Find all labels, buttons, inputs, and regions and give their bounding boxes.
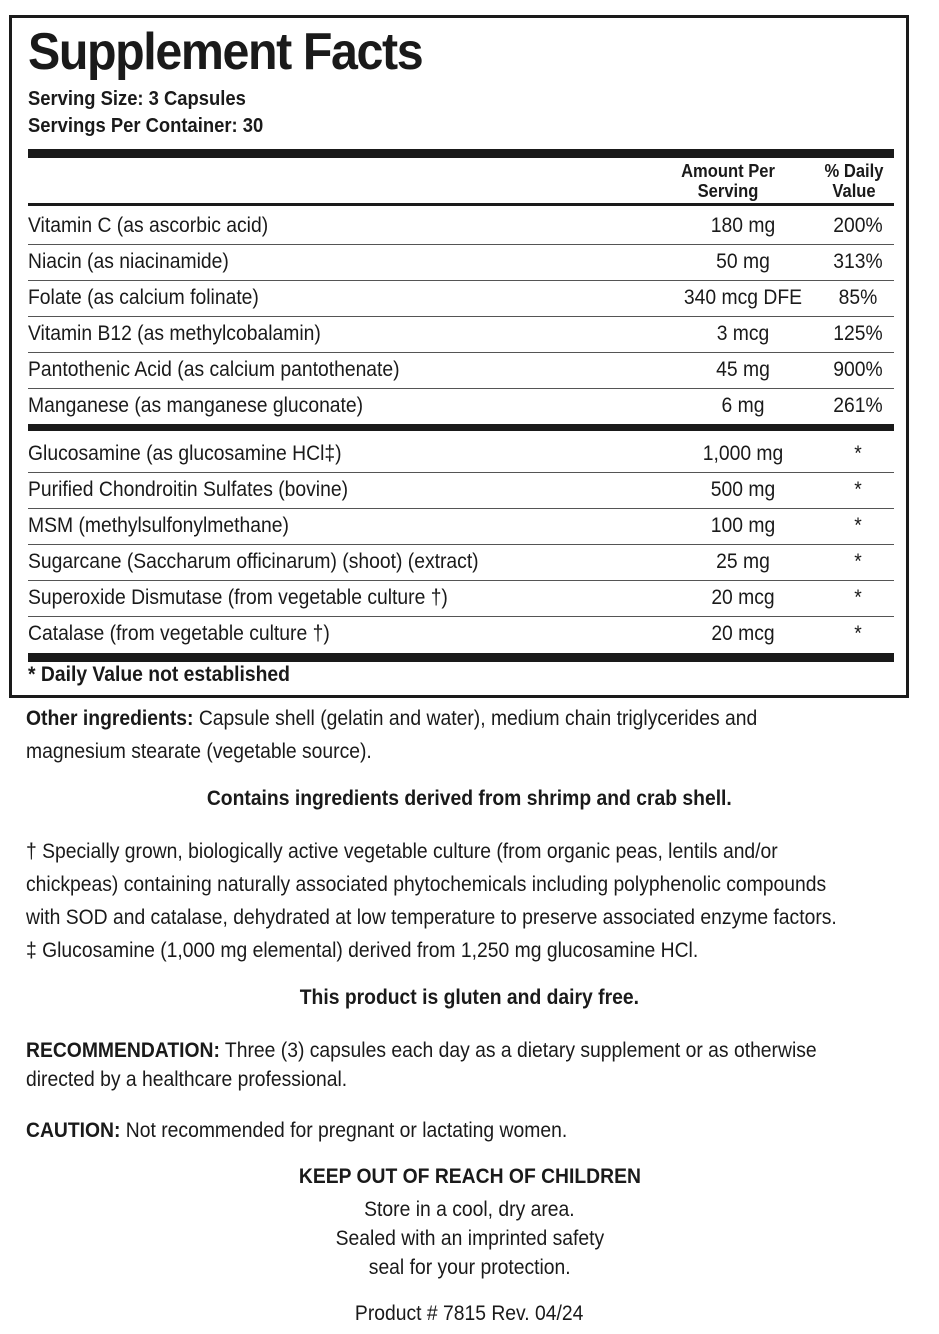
nutrient-row — [28, 508, 894, 544]
nutrient-amount: 6 mg — [721, 394, 765, 417]
nutrient-daily-value: * — [854, 514, 862, 537]
caution — [26, 1114, 854, 1147]
nutrient-amount: 100 mg — [710, 514, 776, 537]
gluten-free-text: This product is gluten and dairy free. — [299, 986, 640, 1009]
other-ingredients-text: Capsule shell (gelatin and water), medium chain triglycerides and magnesium stearate (vegetable source). — [26, 707, 758, 763]
header-divider — [28, 203, 894, 206]
recommendation-label: RECOMMENDATION: — [26, 1039, 220, 1062]
nutrient-amount: 180 mg — [710, 214, 776, 237]
nutrient-amount: 3 mcg — [716, 322, 770, 345]
panel-title: Supplement Facts — [28, 23, 423, 81]
nutrient-amount: 50 mg — [716, 250, 770, 273]
nutrient-daily-value: 313% — [833, 250, 883, 273]
column-header-dv-line1: % Daily — [824, 161, 884, 181]
nutrient-row — [28, 208, 894, 244]
nutrient-amount: 45 mg — [716, 358, 770, 381]
other-ingredients — [26, 702, 854, 768]
nutrient-name: Vitamin C (as ascorbic acid) — [28, 214, 269, 237]
column-header-amount-line1: Amount Per — [681, 161, 775, 181]
nutrient-daily-value: 200% — [833, 214, 883, 237]
nutrient-row — [28, 280, 894, 316]
keep-out-warning — [0, 1165, 939, 1189]
nutrient-row — [28, 616, 894, 652]
allergen-text: Contains ingredients derived from shrimp and crab shell. — [207, 787, 732, 810]
nutrient-name: Glucosamine (as glucosamine HCl‡) — [28, 442, 342, 465]
storage-instructions — [0, 1195, 939, 1282]
nutrient-amount: 1,000 mg — [702, 442, 784, 465]
column-header-dv — [813, 161, 896, 201]
recommendation — [26, 1036, 854, 1094]
storage-line-3: seal for your protection. — [368, 1256, 571, 1279]
gluten-dairy-free — [0, 986, 939, 1010]
nutrient-name: Superoxide Dismutase (from vegetable culture †) — [28, 586, 448, 609]
nutrient-name: MSM (methylsulfonylmethane) — [28, 514, 289, 537]
recommendation-text: Three (3) capsules each day as a dietary supplement or as otherwise directed by a healthcare professional. — [26, 1039, 817, 1091]
nutrient-daily-value: * — [854, 442, 862, 465]
nutrient-row — [28, 544, 894, 580]
supplement-facts-panel — [9, 15, 909, 698]
serving-size: Serving Size: 3 Capsules — [28, 88, 246, 110]
nutrient-row — [28, 388, 894, 424]
nutrient-name: Niacin (as niacinamide) — [28, 250, 229, 273]
section-divider — [28, 424, 894, 431]
nutrient-name: Folate (as calcium folinate) — [28, 286, 259, 309]
nutrient-daily-value: * — [854, 586, 862, 609]
nutrient-amount: 20 mcg — [711, 622, 775, 645]
nutrient-row — [28, 436, 894, 472]
other-ingredients-label: Other ingredients: — [26, 707, 194, 730]
nutrient-name: Vitamin B12 (as methylcobalamin) — [28, 322, 321, 345]
thick-divider — [28, 149, 894, 158]
allergen-statement — [0, 787, 939, 811]
nutrient-name: Purified Chondroitin Sulfates (bovine) — [28, 478, 349, 501]
caution-text: Not recommended for pregnant or lactating women. — [120, 1119, 568, 1142]
nutrient-row — [28, 316, 894, 352]
column-header-amount-line2: Serving — [697, 181, 759, 201]
nutrient-daily-value: 125% — [833, 322, 883, 345]
product-number-text: Product # 7815 Rev. 04/24 — [355, 1302, 584, 1325]
nutrient-name: Manganese (as manganese gluconate) — [28, 394, 364, 417]
nutrient-amount: 20 mcg — [711, 586, 775, 609]
storage-line-1: Store in a cool, dry area. — [364, 1198, 575, 1221]
product-number — [0, 1302, 939, 1326]
nutrient-name: Catalase (from vegetable culture †) — [28, 622, 330, 645]
nutrient-row — [28, 472, 894, 508]
nutrient-row — [28, 244, 894, 280]
daily-value-footnote: * Daily Value not established — [28, 663, 290, 686]
nutrient-daily-value: 261% — [833, 394, 883, 417]
nutrient-row — [28, 580, 894, 616]
column-header-dv-line2: Value — [832, 181, 876, 201]
nutrient-amount: 25 mg — [716, 550, 770, 573]
dagger-footnote: † Specially grown, biologically active vegetable culture (from organic peas, lentils and/or chickpeas) containing naturally associated phytochemicals including polyphenolic compounds with SOD and catalase, dehydrated at low temperature to preserve associated enzyme factors. — [26, 840, 837, 929]
storage-line-2: Sealed with an imprinted safety — [335, 1227, 604, 1250]
double-dagger-footnote: ‡ Glucosamine (1,000 mg elemental) derived from 1,250 mg glucosamine HCl. — [26, 939, 699, 962]
caution-label: CAUTION: — [26, 1119, 121, 1142]
nutrient-amount: 500 mg — [710, 478, 776, 501]
servings-per-container: Servings Per Container: 30 — [28, 115, 264, 137]
nutrient-daily-value: * — [854, 550, 862, 573]
nutrient-name: Sugarcane (Saccharum officinarum) (shoot) (extract) — [28, 550, 479, 573]
nutrient-daily-value: * — [854, 478, 862, 501]
nutrient-amount: 340 mcg DFE — [683, 286, 803, 309]
nutrient-daily-value: 900% — [833, 358, 883, 381]
keep-out-text: KEEP OUT OF REACH OF CHILDREN — [298, 1165, 641, 1188]
nutrient-daily-value: 85% — [838, 286, 878, 309]
nutrient-row — [28, 352, 894, 388]
nutrient-name: Pantothenic Acid (as calcium pantothenate) — [28, 358, 400, 381]
nutrient-daily-value: * — [854, 622, 862, 645]
column-header-amount — [664, 161, 793, 201]
